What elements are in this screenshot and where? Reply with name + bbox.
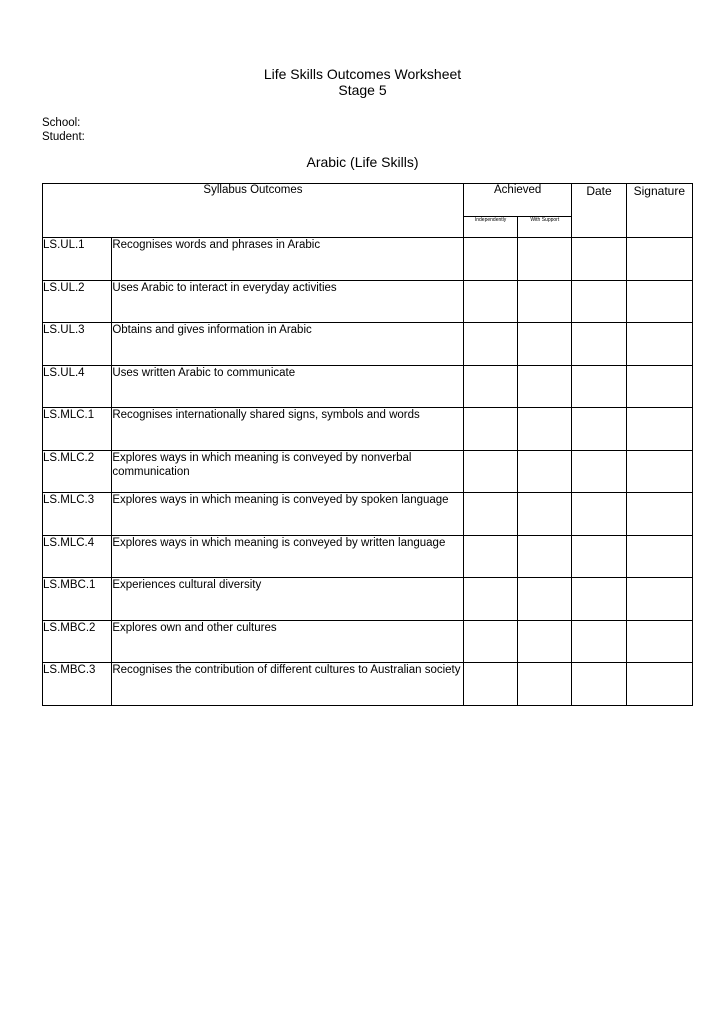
outcome-description: Recognises words and phrases in Arabic <box>112 238 464 281</box>
table-row <box>43 493 693 536</box>
table-row <box>43 535 693 578</box>
independently-cell[interactable] <box>463 663 517 706</box>
outcome-code: LS.UL.3 <box>43 323 112 366</box>
date-cell[interactable] <box>572 535 626 578</box>
with-support-cell[interactable] <box>518 663 572 706</box>
outcome-description: Experiences cultural diversity <box>112 578 464 621</box>
achieved-header: Achieved <box>463 184 571 217</box>
signature-cell[interactable] <box>626 238 692 281</box>
with-support-header: With Support <box>518 217 572 238</box>
independently-header: Independently <box>463 217 517 238</box>
with-support-cell[interactable] <box>518 323 572 366</box>
stage-label: Stage 5 <box>338 82 387 98</box>
outcome-description: Explores own and other cultures <box>112 620 464 663</box>
signature-cell[interactable] <box>626 663 692 706</box>
outcome-code: LS.MBC.3 <box>43 663 112 706</box>
outcome-description: Recognises internationally shared signs, symbols and words <box>112 408 464 451</box>
syllabus-outcomes-header: Syllabus Outcomes <box>43 184 464 238</box>
with-support-cell[interactable] <box>518 535 572 578</box>
outcome-code: LS.MLC.1 <box>43 408 112 451</box>
outcome-code: LS.MLC.2 <box>43 450 112 493</box>
independently-cell[interactable] <box>463 280 517 323</box>
with-support-cell[interactable] <box>518 408 572 451</box>
independently-cell[interactable] <box>463 578 517 621</box>
date-cell[interactable] <box>572 620 626 663</box>
with-support-cell[interactable] <box>518 578 572 621</box>
independently-cell[interactable] <box>463 620 517 663</box>
table-row <box>43 578 693 621</box>
outcome-code: LS.MBC.2 <box>43 620 112 663</box>
independently-cell[interactable] <box>463 408 517 451</box>
outcome-code: LS.UL.1 <box>43 238 112 281</box>
date-cell[interactable] <box>572 450 626 493</box>
independently-cell[interactable] <box>463 535 517 578</box>
signature-cell[interactable] <box>626 620 692 663</box>
outcomes-table <box>42 183 693 706</box>
table-row <box>43 450 693 493</box>
independently-cell[interactable] <box>463 493 517 536</box>
signature-cell[interactable] <box>626 365 692 408</box>
date-cell[interactable] <box>572 663 626 706</box>
date-cell[interactable] <box>572 238 626 281</box>
outcome-description: Obtains and gives information in Arabic <box>112 323 464 366</box>
date-cell[interactable] <box>572 493 626 536</box>
outcome-description: Uses written Arabic to communicate <box>112 365 464 408</box>
table-row <box>43 408 693 451</box>
with-support-cell[interactable] <box>518 365 572 408</box>
signature-cell[interactable] <box>626 408 692 451</box>
signature-cell[interactable] <box>626 578 692 621</box>
signature-cell[interactable] <box>626 450 692 493</box>
signature-cell[interactable] <box>626 280 692 323</box>
with-support-cell[interactable] <box>518 450 572 493</box>
independently-cell[interactable] <box>463 365 517 408</box>
independently-cell[interactable] <box>463 323 517 366</box>
signature-cell[interactable] <box>626 535 692 578</box>
outcome-description: Explores ways in which meaning is conveyed by nonverbal communication <box>112 450 464 493</box>
outcome-code: LS.UL.2 <box>43 280 112 323</box>
with-support-cell[interactable] <box>518 493 572 536</box>
outcome-code: LS.MBC.1 <box>43 578 112 621</box>
outcome-code: LS.MLC.4 <box>43 535 112 578</box>
school-label: School: <box>42 117 81 129</box>
independently-cell[interactable] <box>463 238 517 281</box>
signature-cell[interactable] <box>626 323 692 366</box>
date-cell[interactable] <box>572 365 626 408</box>
outcome-description: Explores ways in which meaning is conveyed by spoken language <box>112 493 464 536</box>
student-label: Student: <box>42 131 85 143</box>
independently-cell[interactable] <box>463 450 517 493</box>
worksheet-header <box>0 66 725 98</box>
with-support-cell[interactable] <box>518 280 572 323</box>
date-cell[interactable] <box>572 323 626 366</box>
signature-header: Signature <box>626 184 692 238</box>
outcome-code: LS.UL.4 <box>43 365 112 408</box>
signature-cell[interactable] <box>626 493 692 536</box>
date-header: Date <box>572 184 626 238</box>
student-info <box>42 116 85 144</box>
date-cell[interactable] <box>572 578 626 621</box>
date-cell[interactable] <box>572 280 626 323</box>
subject-heading: Arabic (Life Skills) <box>306 154 419 170</box>
table-row <box>43 280 693 323</box>
table-row <box>43 238 693 281</box>
table-row <box>43 323 693 366</box>
outcome-description: Recognises the contribution of different cultures to Australian society <box>112 663 464 706</box>
outcome-code: LS.MLC.3 <box>43 493 112 536</box>
with-support-cell[interactable] <box>518 238 572 281</box>
outcome-description: Uses Arabic to interact in everyday activities <box>112 280 464 323</box>
table-row <box>43 663 693 706</box>
worksheet-title: Life Skills Outcomes Worksheet <box>263 66 462 82</box>
date-cell[interactable] <box>572 408 626 451</box>
with-support-cell[interactable] <box>518 620 572 663</box>
outcome-description: Explores ways in which meaning is conveyed by written language <box>112 535 464 578</box>
table-row <box>43 365 693 408</box>
table-row <box>43 620 693 663</box>
